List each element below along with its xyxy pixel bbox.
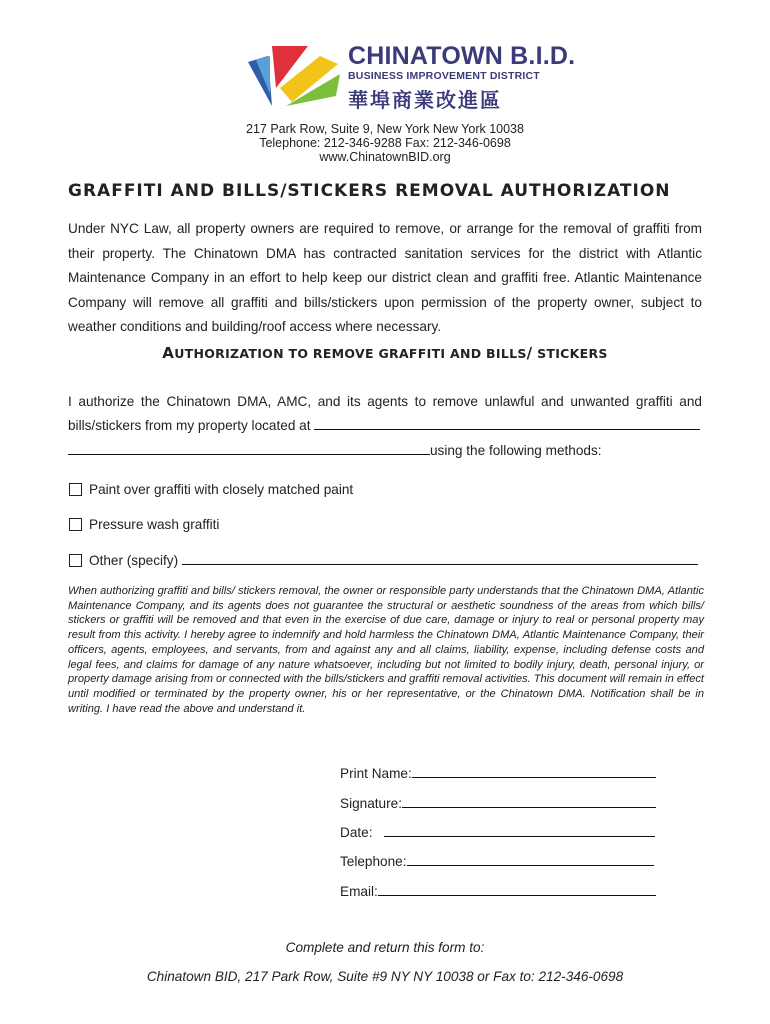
- print-name-label: Print Name:: [340, 766, 412, 781]
- option-label: Other (specify): [89, 553, 182, 568]
- pressure-wash-checkbox[interactable]: [69, 518, 82, 531]
- signature-label: Signature:: [340, 796, 402, 811]
- email-field[interactable]: [378, 881, 656, 896]
- section-title: [0, 344, 770, 362]
- address-line: 217 Park Row, Suite 9, New York New York 10038: [246, 122, 524, 136]
- option-other: [69, 551, 698, 568]
- signature-row: [340, 793, 656, 811]
- option-paint-over: [69, 482, 353, 497]
- email-row: [340, 881, 656, 899]
- section-title-suffix: STICKERS: [532, 346, 608, 361]
- logo-chinese-name: 華埠商業改進區: [348, 90, 502, 112]
- authorization-statement: [68, 390, 702, 438]
- option-pressure-wash: [69, 517, 219, 532]
- logo-title: CHINATOWN B.I.D.: [348, 42, 576, 70]
- telephone-row: [340, 851, 654, 869]
- date-label: Date:: [340, 825, 373, 840]
- telephone-field[interactable]: [407, 851, 654, 866]
- telephone-label: Telephone:: [340, 854, 407, 869]
- disclaimer-paragraph: When authorizing graffiti and bills/ stickers removal, the owner or responsible party understands that the Chinatown DMA, Atlantic Maintenance Company, and its agents does not guarantee the structural or aesthetic soundness of the areas from which bills/ stickers or graffiti will be removed and that even in the exercise of due care, damage or injury to real or personal property may result from this activity. I hereby agree to indemnify and hold harmless the Chinatown DMA, Atlantic Maintenance Company, their officers, agents, employees, and servants, from and against any and all claims, liability, expense, including defense costs and legal fees, and claims for damage of any nature whatsoever, including but not limited to bodily injury, death, personal injury, or property damage arising from or connected with the bills/stickers and graffiti removal activities. This document will remain in effect until modified or terminated by the property owner, his or her representative, or the Chinatown DMA. Notification shall be in writing. I have read the above and understand it.: [68, 585, 704, 715]
- logo-mark-icon: [246, 44, 342, 110]
- date-field[interactable]: [384, 822, 655, 837]
- website-link[interactable]: www.ChinatownBID.org: [319, 150, 451, 164]
- print-name-row: [340, 763, 656, 781]
- authorization-text: I authorize the Chinatown DMA, AMC, and its agents to remove unlawful and unwanted graffiti and bills/stickers from my property located at: [68, 394, 702, 433]
- section-title-slash: /: [526, 344, 533, 362]
- property-address-field[interactable]: [314, 415, 700, 430]
- date-row: [340, 822, 655, 840]
- option-label: Pressure wash graffiti: [89, 517, 220, 532]
- print-name-field[interactable]: [412, 763, 656, 778]
- return-instructions: Complete and return this form to:: [285, 940, 485, 955]
- chinatown-bid-logo: [246, 40, 576, 112]
- email-label: Email:: [340, 884, 378, 899]
- phone-fax-line: Telephone: 212-346-9288 Fax: 212-346-0698: [259, 136, 511, 150]
- section-title-main: UTHORIZATION TO REMOVE GRAFFITI AND BILLS: [174, 346, 527, 361]
- option-label: Paint over graffiti with closely matched paint: [89, 482, 354, 497]
- logo-subtitle: BUSINESS IMPROVEMENT DISTRICT: [348, 70, 540, 82]
- intro-paragraph: Under NYC Law, all property owners are required to remove, or arrange for the removal of graffiti from their property. The Chinatown DMA has contracted sanitation services for the district with Atlantic Maintenance Company in an effort to help keep our district clean and graffiti free. Atlantic Maintenance Company will remove all graffiti and bills/stickers upon permission of the property owner, subject to weather conditions and building/roof access where necessary.: [68, 221, 702, 335]
- methods-text: using the following methods:: [430, 443, 602, 458]
- signature-field[interactable]: [402, 793, 656, 808]
- other-specify-field[interactable]: [182, 551, 698, 565]
- property-address-field-2[interactable]: [68, 440, 430, 455]
- other-checkbox[interactable]: [69, 554, 82, 567]
- return-address: Chinatown BID, 217 Park Row, Suite #9 NY NY 10038 or Fax to: 212-346-0698: [146, 969, 624, 984]
- authorization-continuation: [68, 440, 602, 458]
- paint-over-checkbox[interactable]: [69, 483, 82, 496]
- page-title: GRAFFITI AND BILLS/STICKERS REMOVAL AUTHORIZATION: [68, 181, 671, 201]
- section-title-initial: A: [162, 344, 175, 362]
